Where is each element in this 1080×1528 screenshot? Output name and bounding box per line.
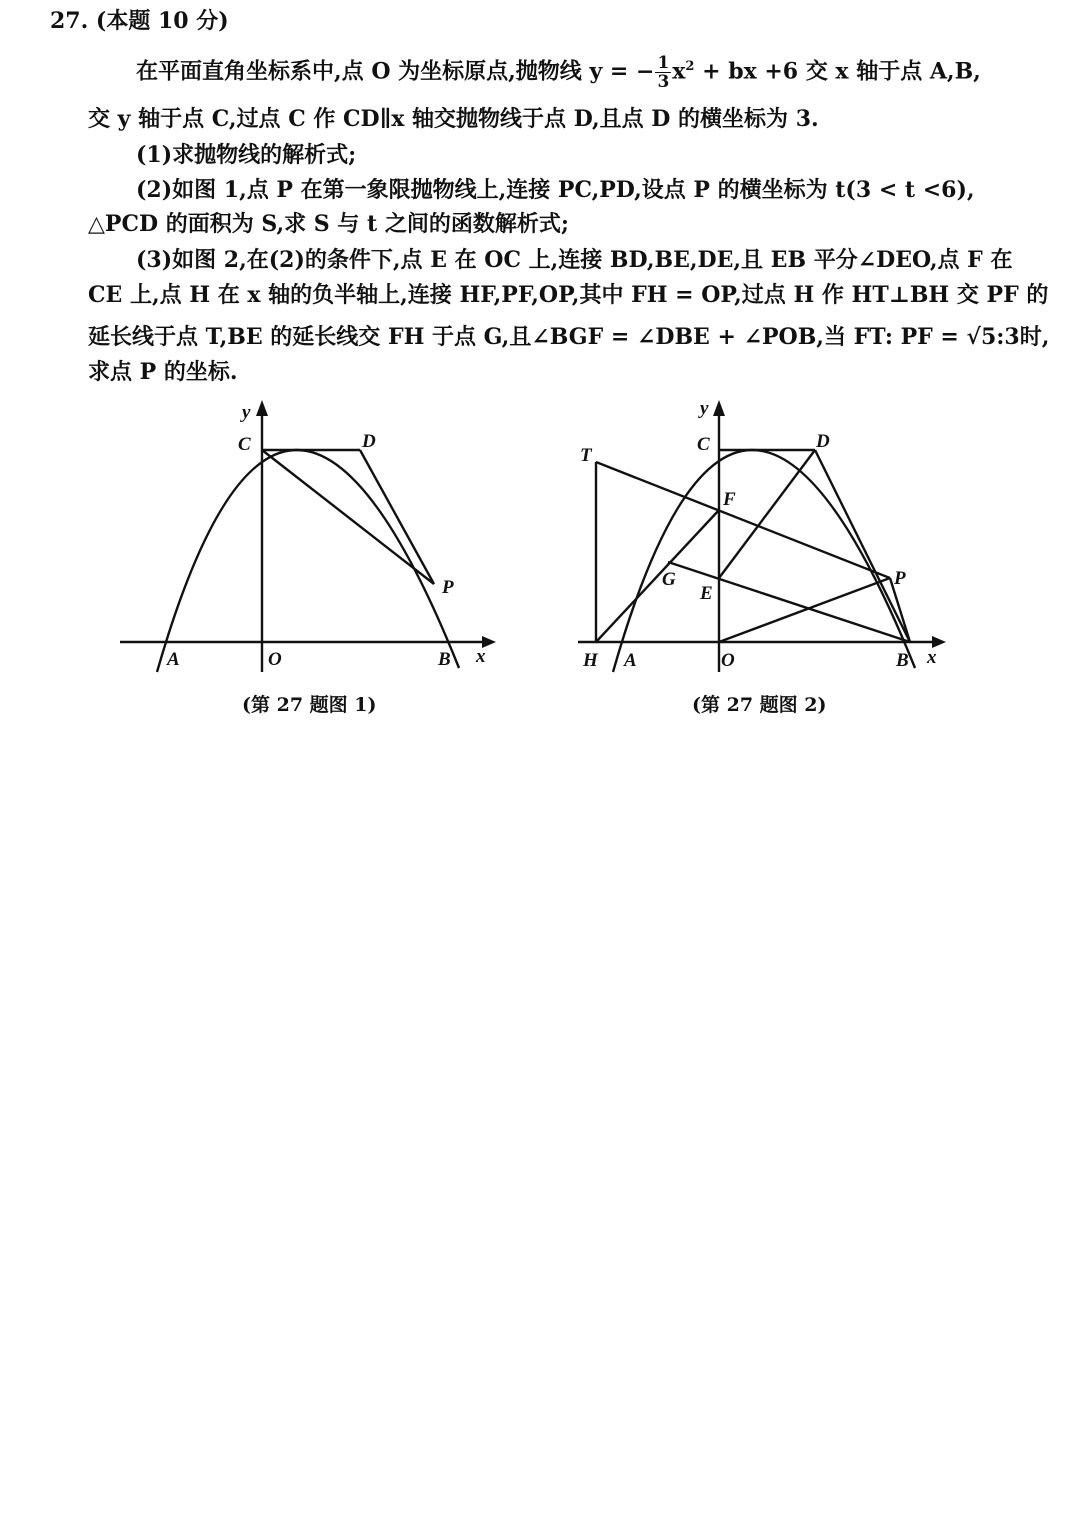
exponent: 2 bbox=[685, 59, 695, 74]
part-2-line-2: △PCD 的面积为 S,求 S 与 t 之间的函数解析式; bbox=[88, 211, 569, 237]
intro-text-b: + bx +6 交 x 轴于点 A,B, bbox=[694, 58, 981, 85]
fig2-label-d: D bbox=[816, 431, 830, 452]
fig2-label-b: B bbox=[896, 650, 909, 671]
fig2-label-t: T bbox=[580, 445, 592, 466]
fig1-label-o: O bbox=[268, 649, 282, 670]
part-3-line-4: 求点 P 的坐标. bbox=[88, 359, 238, 385]
figure-1-caption: (第 27 题图 1) bbox=[242, 694, 377, 716]
fig1-label-b: B bbox=[438, 649, 451, 670]
part-3-line-3: 延长线于点 T,BE 的延长线交 FH 于点 G,且∠BGF = ∠DBE + ∠POB,当 FT: PF = √5:3时, bbox=[88, 324, 1050, 350]
fig2-label-h: H bbox=[583, 650, 598, 671]
fig1-label-d: D bbox=[362, 431, 376, 452]
fig2-label-a: A bbox=[624, 650, 637, 671]
fig2-segment-hf bbox=[596, 510, 719, 642]
intro-line-2: 交 y 轴于点 C,过点 C 作 CD∥x 轴交抛物线于点 D,且点 D 的横坐标为 3. bbox=[88, 106, 819, 132]
fig2-label-g: G bbox=[662, 569, 676, 590]
fig2-segment-tp bbox=[596, 462, 890, 578]
figure-2-caption: (第 27 题图 2) bbox=[692, 694, 827, 716]
fig2-label-e: E bbox=[700, 583, 713, 604]
part-2-line-1: (2)如图 1,点 P 在第一象限抛物线上,连接 PC,PD,设点 P 的横坐标为 t(3 < t <6), bbox=[136, 177, 975, 203]
fig2-label-y: y bbox=[700, 398, 709, 419]
part-3-line-1: (3)如图 2,在(2)的条件下,点 E 在 OC 上,连接 BD,BE,DE,且 EB 平分∠DEO,点 F 在 bbox=[136, 247, 1013, 273]
fraction-denominator: 3 bbox=[657, 71, 670, 92]
intro-text-a: 在平面直角坐标系中,点 O 为坐标原点,抛物线 y = − bbox=[136, 58, 655, 85]
fig1-label-a: A bbox=[167, 649, 180, 670]
fig2-label-c: C bbox=[697, 434, 710, 455]
fig2-segment-de bbox=[719, 450, 815, 578]
fraction-numerator: 1 bbox=[657, 52, 670, 73]
fig1-label-p: P bbox=[442, 577, 454, 598]
fig2-y-arrow bbox=[713, 400, 725, 416]
fig2-label-p: P bbox=[894, 568, 906, 589]
fig2-label-f: F bbox=[723, 489, 736, 510]
fig1-label-c: C bbox=[238, 434, 251, 455]
fig2-label-x: x bbox=[927, 647, 937, 668]
fig2-label-o: O bbox=[721, 650, 735, 671]
question-number: 27. (本题 10 分) bbox=[50, 8, 229, 34]
fig1-label-y: y bbox=[242, 402, 251, 423]
part-3-line-2: CE 上,点 H 在 x 轴的负半轴上,连接 HF,PF,OP,其中 FH = OP,过点 H 作 HT⊥BH 交 PF 的 bbox=[88, 282, 1049, 308]
figure-2 bbox=[0, 0, 1080, 720]
fig1-label-x: x bbox=[476, 646, 486, 667]
fig2-segment-bd bbox=[815, 450, 910, 642]
intro-text-x: x bbox=[672, 58, 686, 85]
part-1: (1)求抛物线的解析式; bbox=[136, 142, 357, 168]
